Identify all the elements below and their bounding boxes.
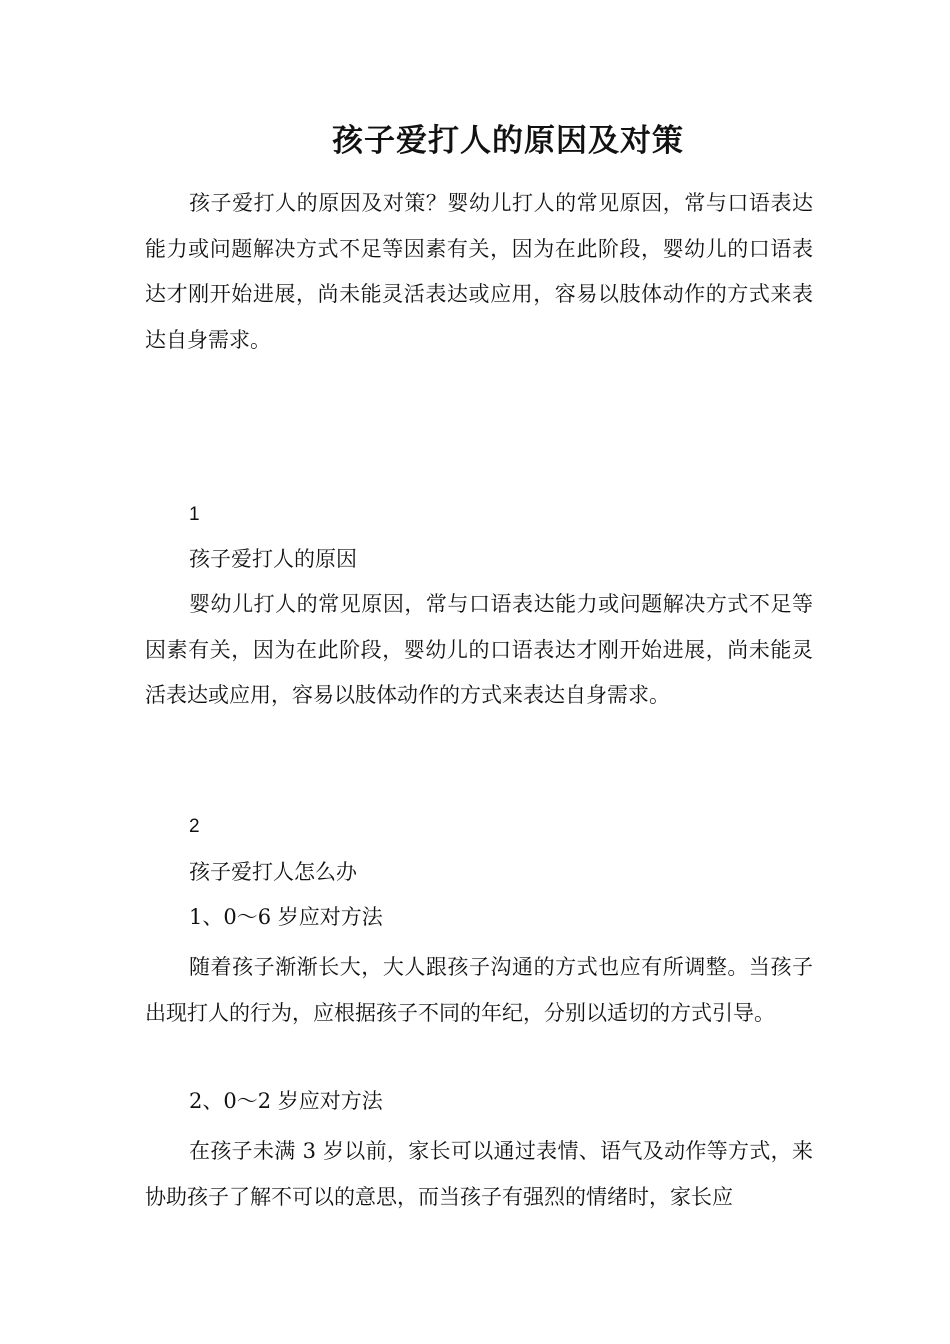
section-2-number: 2 [189, 816, 200, 837]
section-1-body: 婴幼儿打人的常见原因，常与口语表达能力或问题解决方式不足等因素有关，因为在此阶段，婴幼儿的口语表达才刚开始进展，尚未能灵活表达或应用，容易以肢体动作的方式来表达自身需求。 [145, 592, 813, 708]
section-2-sub1-body: 随着孩子渐渐长大，大人跟孩子沟通的方式也应有所调整。当孩子出现打人的行为，应根据孩子不同的年纪，分别以适切的方式引导。 [145, 955, 813, 1025]
section-2-subheading-2: 2、0～2 岁应对方法 [189, 1089, 383, 1113]
intro-paragraph: 孩子爱打人的原因及对策？婴幼儿打人的常见原因，常与口语表达能力或问题解决方式不足等因素有关，因为在此阶段，婴幼儿的口语表达才刚开始进展，尚未能灵活表达或应用，容易以肢体动作的方式来表达自身需求。 [145, 191, 813, 353]
section-2-subheading-1: 1、0～6 岁应对方法 [189, 905, 383, 929]
section-1-heading: 孩子爱打人的原因 [189, 547, 357, 571]
section-2-heading: 孩子爱打人怎么办 [189, 860, 357, 884]
document-title: 孩子爱打人的原因及对策 [332, 123, 684, 159]
section-2-sub2-body: 在孩子未满 3 岁以前，家长可以通过表情、语气及动作等方式，来协助孩子了解不可以的意思，而当孩子有强烈的情绪时，家长应 [145, 1139, 813, 1209]
section-1-number: 1 [189, 504, 200, 525]
